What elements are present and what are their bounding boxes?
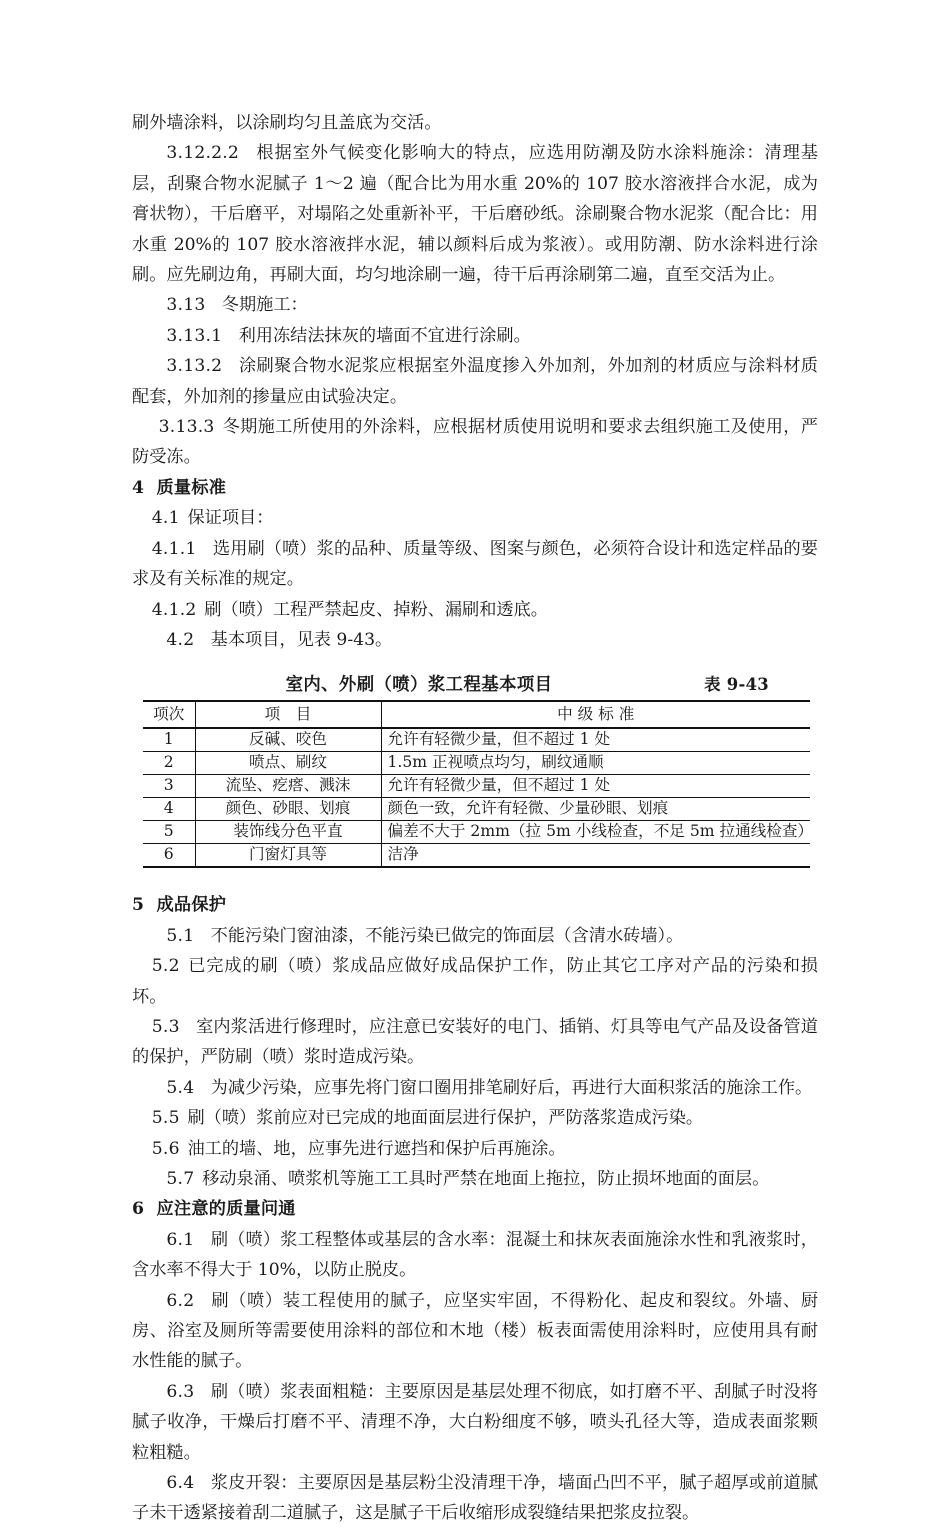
clause-5-6 xyxy=(132,1134,818,1164)
cell-standard: 偏差不大于 2mm（拉 5m 小线检查，不足 5m 拉通线检查） xyxy=(381,821,810,844)
clause-3-13 xyxy=(132,290,818,320)
cell-item: 门窗灯具等 xyxy=(195,844,381,868)
heading-number: 6 xyxy=(132,1199,145,1220)
clause-number: 6.3 xyxy=(166,1381,195,1402)
table-row xyxy=(143,775,810,798)
cell-standard: 颜色一致，允许有轻微、少量砂眼、划痕 xyxy=(381,798,810,821)
clause-5-3 xyxy=(132,1012,818,1073)
clause-text: 刷（喷）工程严禁起皮、掉粉、漏刷和透底。 xyxy=(204,599,548,620)
heading-6-quality-issues xyxy=(132,1194,818,1224)
clause-text: 刷（喷）浆前应对已完成的地面面层进行保护，严防落浆造成污染。 xyxy=(187,1108,704,1129)
clause-4-1 xyxy=(132,503,818,533)
heading-5-product-protection xyxy=(132,890,818,920)
clause-number: 3.13.3 xyxy=(158,417,215,438)
heading-text: 质量标准 xyxy=(156,477,227,498)
clause-4-1-2 xyxy=(132,595,818,625)
cell-index: 2 xyxy=(143,752,195,775)
clause-text: 为减少污染，应事先将门窗口圈用排笔刷好后，再进行大面积浆活的施涂工作。 xyxy=(210,1077,813,1098)
clause-text: 保证项目： xyxy=(187,508,274,529)
cell-standard: 1.5m 正视喷点均匀，刷纹通顺 xyxy=(381,752,810,775)
clause-text: 浆皮开裂：主要原因是基层粉尘没清理干净，墙面凸凹不平，腻子超厚或前道腻子未干透紧接着刮二道腻子，这是腻子干后收缩形成裂缝结果把浆皮拉裂。 xyxy=(132,1473,818,1524)
clause-number: 4.2 xyxy=(166,629,195,650)
table-caption xyxy=(143,671,821,699)
heading-4-quality-standard xyxy=(132,473,818,503)
table-row xyxy=(143,844,810,868)
clause-text: 室内浆活进行修理时，应注意已安装好的电门、插销、灯具等电气产品及设备管道的保护，严防刷（喷）浆时造成污染。 xyxy=(132,1016,818,1068)
clause-number: 6.4 xyxy=(166,1473,195,1494)
clause-5-7 xyxy=(132,1164,818,1194)
clause-number: 6.2 xyxy=(166,1290,195,1311)
cell-index: 3 xyxy=(143,775,195,798)
clause-6-2 xyxy=(132,1286,818,1377)
clause-text: 冬期施工所使用的外涂料，应根据材质使用说明和要求去组织施工及使用，严防受冻。 xyxy=(132,417,818,468)
table-header-item: 项 目 xyxy=(195,701,381,728)
clause-number: 3.13.1 xyxy=(166,325,223,346)
cell-item: 反碱、咬色 xyxy=(195,728,381,752)
table-row xyxy=(143,821,810,844)
paragraph-text: 刷外墙涂料，以涂刷均匀且盖底为交活。 xyxy=(132,113,442,133)
clause-text: 刷（喷）浆工程整体或基层的含水率：混凝土和抹灰表面施涂水性和乳液浆时，含水率不得大于 10%，以防止脱皮。 xyxy=(132,1229,818,1281)
clause-number: 3.13 xyxy=(166,295,206,316)
clause-number: 4.1.1 xyxy=(151,538,197,559)
table-title: 室内、外刷（喷）浆工程基本项目 xyxy=(285,675,553,696)
clause-6-1 xyxy=(132,1225,818,1286)
clause-6-3 xyxy=(132,1377,818,1468)
clause-number: 4.1 xyxy=(151,508,180,529)
clause-text: 油工的墙、地，应事先进行遮挡和保护后再施涂。 xyxy=(187,1138,566,1159)
heading-number: 5 xyxy=(132,895,145,916)
document-body xyxy=(132,108,818,1529)
table-row xyxy=(143,798,810,821)
clause-text: 不能污染门窗油漆，不能污染已做完的饰面层（含清水砖墙）。 xyxy=(210,925,684,946)
clause-text: 基本项目，见表 9-43。 xyxy=(210,629,393,650)
cell-index: 4 xyxy=(143,798,195,821)
clause-number: 5.2 xyxy=(151,956,180,977)
clause-4-2 xyxy=(132,625,818,655)
table-row xyxy=(143,752,810,775)
clause-number: 5.3 xyxy=(151,1016,180,1037)
table-row xyxy=(143,728,810,752)
clause-text: 冬期施工： xyxy=(221,295,308,316)
cell-standard: 允许有轻微少量，但不超过 1 处 xyxy=(381,728,810,752)
cell-item: 装饰线分色平直 xyxy=(195,821,381,844)
table-header-standard: 中 级 标 准 xyxy=(381,701,810,728)
clause-text: 移动泉涌、喷浆机等施工工具时严禁在地面上拖拉，防止损坏地面的面层。 xyxy=(202,1168,770,1189)
clause-5-4 xyxy=(132,1073,818,1103)
clause-text: 选用刷（喷）浆的品种、质量等级、图案与颜色，必须符合设计和选定样品的要求及有关标准的规定。 xyxy=(132,538,818,590)
cell-index: 6 xyxy=(143,844,195,868)
table-header-index: 项次 xyxy=(143,701,195,728)
table-header-row xyxy=(143,701,810,728)
clause-6-4 xyxy=(132,1468,818,1529)
clause-text: 根据室外气候变化影响大的特点，应选用防潮及防水涂料施涂：清理基层，刮聚合物水泥腻子 1～2 遍（配合比为用水重 20%的 107 胶水溶液拌合水泥，成为膏状物），干后磨平，对塌陷之处重新补平，干后磨砂纸。涂刷聚合物水泥浆（配合比：用水重 20%的 107 胶水溶液拌水泥，辅以颜料后成为浆液）。或用防潮、防水涂料进行涂刷。应先刷边角，再刷大面，均匀地涂刷一遍，待干后再涂刷第二遍，直至交活为止。 xyxy=(132,143,818,286)
clause-number: 5.6 xyxy=(151,1138,180,1159)
paragraph-intro xyxy=(132,108,818,138)
cell-index: 1 xyxy=(143,728,195,752)
heading-text: 成品保护 xyxy=(156,895,227,916)
cell-item: 喷点、刷纹 xyxy=(195,752,381,775)
clause-4-1-1 xyxy=(132,534,818,595)
clause-5-1 xyxy=(132,921,818,951)
basic-items-table-block xyxy=(143,671,821,868)
cell-standard: 洁净 xyxy=(381,844,810,868)
clause-5-5 xyxy=(132,1103,818,1133)
basic-items-table xyxy=(143,700,814,868)
clause-text: 刷（喷）装工程使用的腻子，应坚实牢固，不得粉化、起皮和裂纹。外墙、厨房、浴室及厕所等需要使用涂料的部位和木地（楼）板表面需使用涂料时，应使用具有耐水性能的腻子。 xyxy=(132,1290,818,1372)
clause-number: 4.1.2 xyxy=(151,599,197,620)
clause-3-13-1 xyxy=(132,321,818,351)
clause-3-13-3 xyxy=(132,412,818,473)
clause-number: 5.1 xyxy=(166,925,195,946)
clause-number: 5.7 xyxy=(166,1168,195,1189)
clause-5-2 xyxy=(132,951,818,1012)
table-number: 表 9-43 xyxy=(704,675,769,695)
clause-text: 利用冻结法抹灰的墙面不宜进行涂刷。 xyxy=(238,325,531,346)
clause-number: 3.12.2.2 xyxy=(166,143,240,164)
clause-number: 6.1 xyxy=(166,1229,195,1250)
clause-3-12-2-2 xyxy=(132,138,818,290)
clause-text: 刷（喷）浆表面粗糙：主要原因是基层处理不彻底，如打磨不平、刮腻子时没将腻子收净，干燥后打磨不平、清理不净，大白粉细度不够，喷头孔径大等，造成表面浆颗粒粗糙。 xyxy=(132,1381,818,1463)
cell-item: 颜色、砂眼、划痕 xyxy=(195,798,381,821)
clause-number: 3.13.2 xyxy=(166,356,223,377)
clause-number: 5.5 xyxy=(151,1108,180,1129)
heading-text: 应注意的质量问通 xyxy=(156,1199,296,1220)
heading-number: 4 xyxy=(132,477,145,498)
cell-index: 5 xyxy=(143,821,195,844)
clause-number: 5.4 xyxy=(166,1077,195,1098)
clause-3-13-2 xyxy=(132,351,818,412)
cell-item: 流坠、疙瘩、溅沫 xyxy=(195,775,381,798)
clause-text: 涂刷聚合物水泥浆应根据室外温度掺入外加剂，外加剂的材质应与涂料材质配套，外加剂的掺量应由试验决定。 xyxy=(132,356,818,407)
cell-standard: 允许有轻微少量，但不超过 1 处 xyxy=(381,775,810,798)
clause-text: 已完成的刷（喷）浆成品应做好成品保护工作，防止其它工序对产品的污染和损坏。 xyxy=(132,956,818,1007)
